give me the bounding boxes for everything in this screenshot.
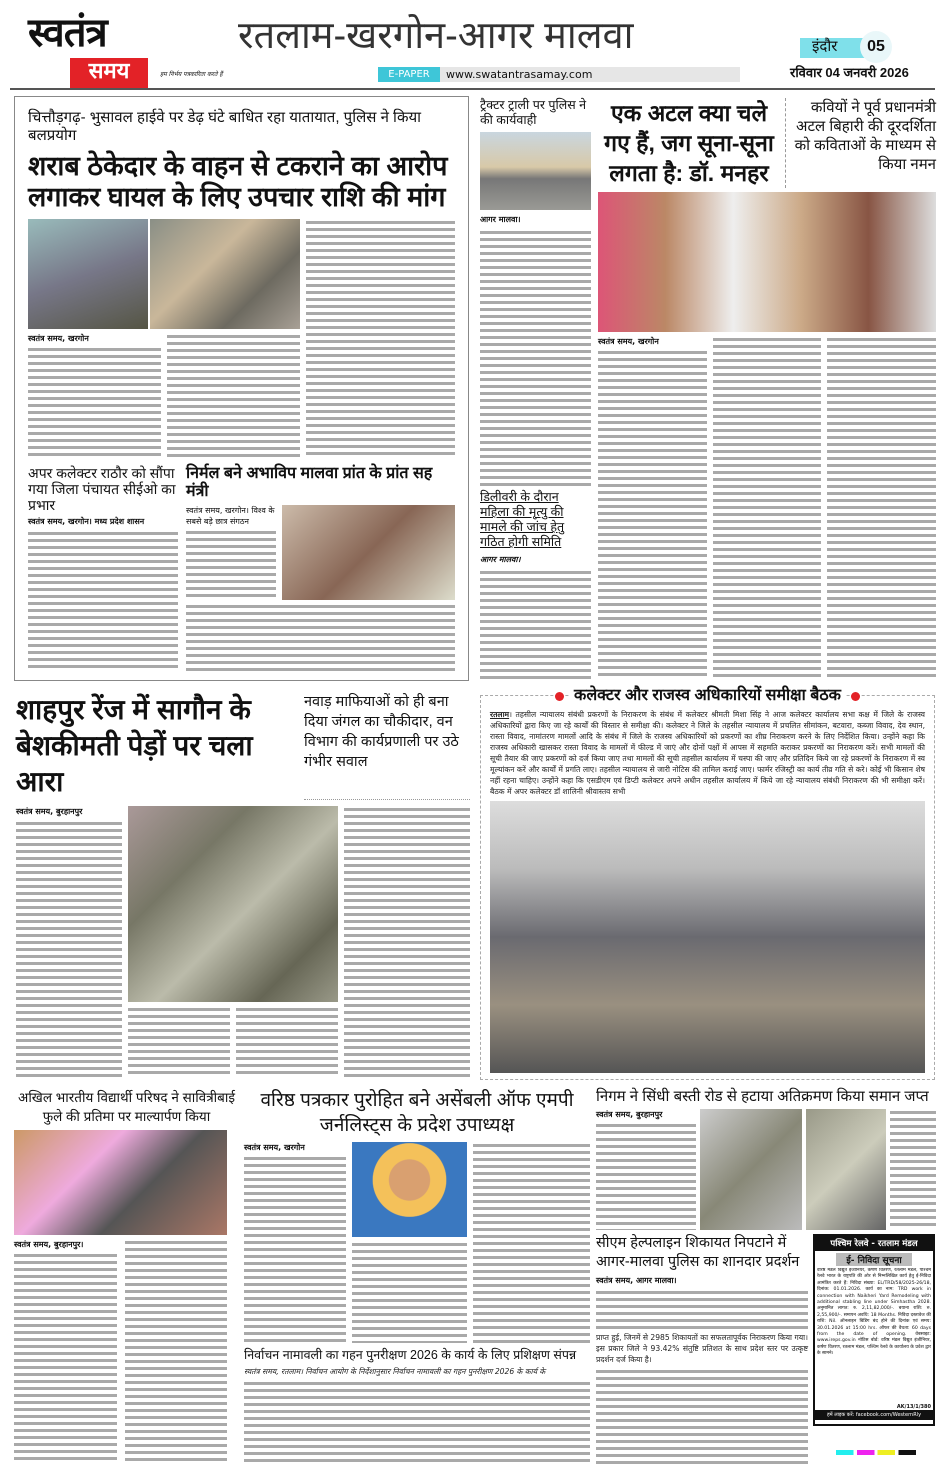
abvp-body-col2 — [125, 1239, 228, 1463]
nigam-byline: स्वतंत्र समय, बुरहानपुर — [596, 1110, 663, 1119]
cm-helpline-excerpt: प्राप्त हुई, जिनमें से 2985 शिकायतों का सफलतापूर्वक निराकरण किया गया। इस प्रकार जिले ने 93.42% संतुष्टि प्रतिशत के साथ प्रदेश स्तर पर उत्कृष्ट प्रदर्शन दर्ज किया है। — [596, 1333, 808, 1364]
shahpur-subhead: नवाड़ माफियाओं को ही बना दिया जंगल का चौकीदार, वन विभाग की कार्यप्रणाली पर उठे गंभीर सवाल — [304, 692, 470, 800]
masthead — [0, 0, 945, 90]
collector-photo — [490, 801, 925, 1073]
page-section-title: रतलाम-खरगोन-आगर मालवा — [238, 15, 634, 57]
atal-col1-wrap — [598, 336, 707, 679]
lead-body-col3 — [306, 219, 455, 459]
logo-bottom: समय — [70, 58, 148, 88]
nirmal-body-bottom — [186, 603, 455, 672]
delivery-headline: डिलीवरी के दौरान महिला की मृत्यु की मामले की जांच हेतु गठित होगी समिति — [480, 490, 565, 549]
shahpur-article — [14, 690, 472, 1080]
journalist-col1-wrap — [244, 1142, 346, 1343]
journalist-photo — [352, 1142, 467, 1237]
nirmal-photo — [282, 505, 455, 600]
shahpur-body-col2 — [128, 1006, 230, 1078]
nirmal-body — [186, 529, 276, 600]
shahpur-byline: स्वतंत्र समय, बुरहानपुर — [16, 807, 83, 816]
lead-headline-line1: शराब ठेकेदार के वाहन से टकराने का आरोप — [28, 151, 448, 181]
nigam-body-right — [890, 1109, 936, 1230]
tender-body: वरिष्ठ मंडल विद्युत इंजीनियर, कर्षण वितरण, रतलाम मंडल, पश्चिम रेलवे भारत के राष्ट्रपति की ओर से निम्नलिखित कार्य हेतु ई-निविदा आमंत्रित करते हैं: निविदा संख्या: EL/TRD/58/2025-26/18, दिनांक: 01.01.2026. कार्य का नाम: TRD work in connection with Naikheri Yard Remodeling with additional stabling line under Simhastha 2028. अनुमानित लागत: रु. 2,11,82,000/-. बयाना राशि: रु. 2,55,900/-. समापन अवधि: 18 Months. निविदा दस्तावेज की राशि: Nil. ऑनलाइन बिडिंग बंद होने की दिनांक एवं समय: 30.01.2026 at 15:00 hrs. ऑफर की वैधता: 60 days from the date of opening. वेबसाइट: www.ireps.gov.in नोटिस बोर्ड: वरिष्ठ मंडल विद्युत इंजीनियर, कर्षण वितरण, रतलाम मंडल, पश्चिम रेलवे के कार्यालय के प्रवेश द्वार के सामने। — [817, 1268, 931, 1357]
tractor-lead: आगर मालवा। — [480, 215, 521, 224]
lead-photos — [28, 219, 300, 329]
election-body — [244, 1380, 590, 1463]
lead-byline: स्वतंत्र समय, खरगोन — [28, 334, 89, 344]
tender-title: ई- निविदा सूचना — [836, 1253, 912, 1266]
atal-body-col2 — [713, 336, 822, 679]
delivery-body — [480, 569, 591, 679]
tender-code: AK/13/1/380 — [896, 1404, 931, 1410]
lead-body-col1-wrap — [28, 333, 161, 459]
lead-kicker: चित्तौड़गढ़- भुसावल हाईवे पर डेढ़ घंटे बाधित रहा यातायात, पुलिस ने किया बलप्रयोग — [28, 109, 422, 144]
nirmal-left — [186, 505, 276, 600]
abvp-byline: स्वतंत्र समय, बुरहानपुर। — [14, 1240, 84, 1249]
delivery-lead: आगर मालवा। — [480, 555, 521, 564]
nigam-article — [596, 1088, 936, 1230]
lead-top-section — [28, 219, 455, 459]
abvp-body-col1 — [14, 1252, 117, 1463]
collector-header — [490, 687, 925, 705]
atal-headline: एक अटल क्या चले गए हैं, जग सूना-सूना लगता है: डॉ. मनहर — [604, 100, 774, 186]
bullet-dot-right — [851, 692, 860, 701]
lead-left-block — [28, 219, 300, 459]
lead-body-col1 — [28, 346, 161, 459]
collector-dateline: रतलाम — [490, 710, 510, 720]
shahpur-headline-line1: शाहपुर रेंज में सागौन के — [16, 694, 251, 725]
lead-body-col2 — [167, 333, 300, 459]
rathore-headline: अपर कलेक्टर राठौर को सौंपा गया जिला पंचायत सीईओ का प्रभार — [28, 465, 176, 514]
nigam-photo-1 — [700, 1109, 802, 1230]
abvp-photo — [14, 1130, 227, 1235]
lead-headline-line2: लगाकर घायल के लिए उपचार राशि की मांग — [28, 182, 446, 213]
journalist-byline: स्वतंत्र समय, खरगोन — [244, 1143, 305, 1152]
rathore-body — [28, 530, 178, 672]
tender-header: पश्चिम रेलवे - रतलाम मंडल — [815, 1236, 933, 1251]
lead-headline — [28, 151, 455, 213]
epaper-label[interactable]: E-PAPER — [378, 67, 440, 82]
column-divider — [785, 98, 786, 188]
journalist-body-col3 — [473, 1142, 590, 1343]
shahpur-body-col4 — [344, 806, 470, 1078]
shahpur-body-col3 — [236, 1006, 338, 1078]
shahpur-body — [16, 806, 470, 1078]
tractor-body — [480, 229, 591, 486]
kavi-headline: कवियों ने पूर्व प्रधानमंत्री अटल बिहारी की दूरदर्शिता को कविताओं के माध्यम से किया नमन — [794, 99, 936, 173]
atal-body — [598, 336, 936, 679]
shahpur-photo — [128, 806, 338, 1002]
nigam-headline: निगम ने सिंधी बस्ती रोड से हटाया अतिक्रमण किया समान जप्त — [596, 1088, 929, 1105]
election-headline: निर्वाचन नामावली का गहन पुनरीक्षण 2026 के कार्य के लिए प्रशिक्षण संपन्न — [244, 1348, 577, 1362]
election-lead: स्वतंत्र समय, रतलाम। निर्वाचन आयोग के निर्देशानुसार निर्वाचन नामावली का गहन पुनरीक्षण 2026 के कार्य के — [244, 1367, 546, 1376]
website-link[interactable]: www.swatantrasamay.com — [446, 68, 593, 81]
atal-body-col1 — [598, 349, 707, 679]
atal-byline: स्वतंत्र समय, खरगोन — [598, 337, 659, 346]
journalist-article — [244, 1088, 590, 1343]
abvp-article — [14, 1088, 239, 1463]
lead-photo-1 — [28, 219, 148, 329]
shahpur-body-col1 — [16, 820, 122, 1078]
cm-helpline-headline: सीएम हेल्पलाइन शिकायत निपटाने में आगर-मालवा पुलिस का शानदार प्रदर्शन — [596, 1235, 800, 1270]
cm-helpline-body — [596, 1289, 808, 1329]
nirmal-article — [186, 465, 455, 672]
page-number: 05 — [860, 31, 892, 63]
nirmal-mid — [186, 505, 455, 600]
cm-helpline-byline: स्वतंत्र समय, आगर मालवा। — [596, 1276, 677, 1285]
tagline: हम निर्भय पत्रकारिता करते हैं — [160, 71, 223, 78]
collector-article — [480, 687, 935, 1080]
journalist-body-col2 — [352, 1241, 467, 1343]
tractor-article — [478, 96, 593, 681]
nigam-col1-wrap — [596, 1109, 696, 1230]
shahpur-mid-cols — [128, 1006, 338, 1078]
shahpur-headline-line2: बेशकीमती पेड़ों पर चला आरा — [16, 730, 253, 797]
journalist-mid — [352, 1142, 467, 1343]
lead-article — [14, 96, 469, 681]
nirmal-lead: स्वतंत्र समय, खरगोन। विश्व के सबसे बड़े छात्र संगठन — [186, 505, 275, 526]
shahpur-col1-wrap — [16, 806, 122, 1078]
cm-helpline-article — [596, 1234, 808, 1464]
issue-date: रविवार 04 जनवरी 2026 — [790, 65, 909, 80]
nigam-body — [596, 1122, 696, 1230]
abvp-body — [14, 1239, 239, 1463]
election-article — [244, 1348, 590, 1463]
abvp-col1-wrap — [14, 1239, 117, 1463]
bullet-dot-left — [555, 692, 564, 701]
journalist-body-col1 — [244, 1155, 346, 1343]
city-name: इंदौर — [812, 38, 838, 55]
abvp-headline: अखिल भारतीय विद्यार्थी परिषद ने सावित्रीबाई फुले की प्रतिमा पर माल्यार्पण किया — [18, 1090, 235, 1124]
tractor-photo — [480, 132, 591, 210]
tractor-headline: ट्रैक्टर ट्राली पर पुलिस ने की कार्यवाही — [480, 98, 587, 127]
atal-body-col3 — [827, 336, 936, 679]
atal-photo — [598, 192, 936, 332]
shahpur-headline — [16, 692, 296, 800]
journalist-body — [244, 1142, 590, 1343]
collector-body: रतलाम। तहसील न्यायालय संबंधी प्रकरणों के निराकरण के संबंध में कलेक्टर श्रीमती मिशा सिंह ने आज कलेक्टर कार्यालय सभा कक्ष में जिले के राजस्व अधिकारियों द्वारा किए जा रहे कार्यों की विस्तार से समीक्षा की। कलेक्टर ने जिले के तहसील न्यायालय में प्रचलित सीमांकन, बटवारा, कब्जा विवाद, देव स्थान, रास्ता विवाद, नामांतरण मामलों आदि के संबंध में जिले के राजस्व अधिकारियों को प्रकरणों का शीघ्र निराकरण करने के लिए निर्देशित किया। उन्होंने कहा कि राजस्व अधिकारी खासकर रास्ता विवाद के मामलों में फील्ड में जाएं और दोनों पक्षों में आपस में सहमति कराकर प्रकरणों का निराकरण करें। सभी मामलों की सूची तैयार की जाए प्रकरणों को दर्ज किया जाए तथा मामलों की सूची तहसील कार्यालय में चस्पा की जाए और प्रतिदिन किये जा रहे प्रकरणों के निराकरण में स्व मूल्यांकन करें और कार्यों में प्रगति लाए। तहसील न्यायालय से जारी नोटिस की तामिल कराई जाए। फार्मर रजिस्ट्री का कार्य तीव्र गति से करे। कोई भी किसान शेष नहीं रहना चाहिए। उन्होंने कहा कि एसडीएम एवं डिप्टी कलेक्टर अपने अधीन तहसील कार्यालय में किये जा रहे न्यायालय संबंधी निराकरण की भी समीक्षा करें। बैठक में अपर कलेक्टर डॉ शालिनी श्रीवास्तव सभी — [490, 710, 926, 797]
tender-notice — [813, 1234, 935, 1426]
registration-marks — [836, 1450, 916, 1455]
masthead-rule — [10, 88, 935, 90]
atal-header — [598, 98, 936, 188]
atal-article — [596, 96, 938, 681]
lead-body-cols — [28, 333, 300, 459]
rathore-article — [28, 465, 178, 672]
shahpur-mid — [128, 806, 338, 1078]
nigam-body-row — [596, 1109, 936, 1230]
lead-bottom-section — [28, 465, 455, 672]
collector-headline: कलेक्टर और राजस्व अधिकारियों समीक्षा बैठक — [570, 687, 845, 705]
lead-photo-2 — [150, 219, 300, 329]
rathore-lead: स्वतंत्र समय, खरगोन। मध्य प्रदेश शासन — [28, 517, 145, 527]
logo-top: स्वतंत्र — [28, 11, 107, 55]
tender-footer[interactable]: हमें लाइक करें: facebook.com/WesternRly — [815, 1410, 933, 1420]
journalist-headline: वरिष्ठ पत्रकार पुरोहित बने असेंबली ऑफ एमपी जर्नलिस्ट्स के प्रदेश उपाध्यक्ष — [260, 1090, 574, 1136]
collector-text: तहसील न्यायालय संबंधी प्रकरणों के निराकरण के संबंध में कलेक्टर श्रीमती मिशा सिंह ने आज कलेक्टर कार्यालय सभा कक्ष में जिले के राजस्व अधिकारियों द्वारा किए जा रहे कार्यों की विस्तार से समीक्षा की। कलेक्टर ने जिले के तहसील न्यायालय में प्रचलित सीमांकन, बटवारा, कब्जा विवाद, देव स्थान, रास्ता विवाद, नामांतरण मामलों आदि के संबंध में जिले के राजस्व अधिकारियों को प्रकरणों का शीघ्र निराकरण करने के लिए निर्देशित किया। उन्होंने कहा कि राजस्व अधिकारी खासकर रास्ता विवाद के मामलों में फील्ड में जाएं और दोनों पक्षों में आपस में सहमति कराकर प्रकरणों का निराकरण करें। सभी मामलों की सूची तैयार की जाए प्रकरणों को दर्ज किया जाए तथा मामलों की सूची तहसील कार्यालय में चस्पा की जाए और प्रतिदिन किये जा रहे प्रकरणों के निराकरण में स्व मूल्यांकन करें और कार्यों में प्रगति लाए। तहसील न्यायालय से जारी नोटिस की तामिल कराई जाए। फार्मर रजिस्ट्री का कार्य तीव्र गति से करे। कोई भी किसान शेष नहीं रहना चाहिए। उन्होंने कहा कि एसडीएम एवं डिप्टी कलेक्टर अपने अधीन तहसील कार्यालय में किये जा रहे न्यायालय संबंधी निराकरण की भी समीक्षा करें। बैठक में अपर कलेक्टर डॉ शालिनी श्रीवास्तव सभी — [490, 710, 926, 797]
nigam-photo-2 — [806, 1109, 886, 1230]
nirmal-headline: निर्मल बने अभाविप मालवा प्रांत के प्रांत सह मंत्री — [186, 465, 433, 501]
cm-helpline-body-2 — [596, 1368, 808, 1464]
shahpur-header — [16, 692, 470, 800]
